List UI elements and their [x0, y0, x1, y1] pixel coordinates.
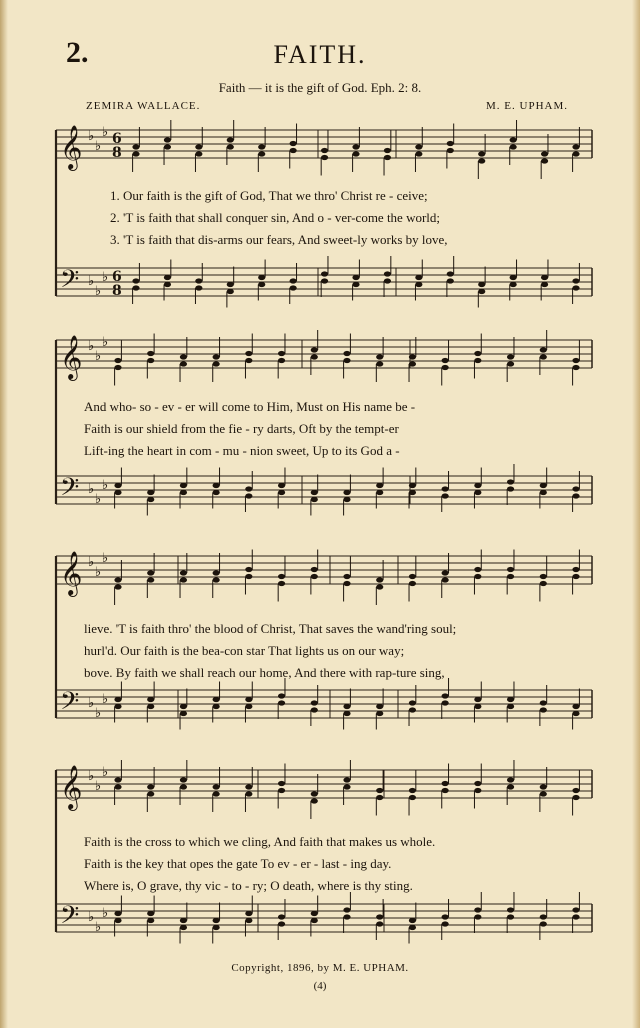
key-signature-flat: ♭	[95, 920, 102, 935]
note-head	[213, 697, 220, 702]
key-signature-flat: ♭	[102, 478, 109, 493]
note-head	[572, 711, 579, 716]
lyric-line-verse-1: And who- so - ev - er will come to Him, Must on His name be -	[84, 399, 416, 414]
note-head	[213, 791, 220, 796]
note-head	[311, 700, 318, 705]
note-head	[180, 354, 187, 359]
note-head	[409, 490, 416, 495]
note-head	[384, 155, 391, 160]
note-head	[321, 148, 328, 153]
note-head	[132, 151, 139, 156]
note-head	[447, 148, 454, 153]
note-head	[478, 158, 485, 163]
treble-clef: 𝄞	[60, 551, 83, 595]
note-head	[180, 483, 187, 488]
note-head	[540, 581, 547, 586]
note-head	[278, 574, 285, 579]
note-head	[311, 490, 318, 495]
note-head	[409, 354, 416, 359]
note-head	[311, 911, 318, 916]
note-head	[147, 490, 154, 495]
note-head	[507, 784, 514, 789]
note-head	[343, 490, 350, 495]
note-head	[245, 358, 252, 363]
note-head	[147, 918, 154, 923]
note-head	[474, 788, 481, 793]
note-head	[213, 925, 220, 930]
note-head	[180, 918, 187, 923]
note-head	[507, 574, 514, 579]
note-head	[376, 354, 383, 359]
note-head	[278, 490, 285, 495]
note-head	[409, 788, 416, 793]
note-head	[478, 151, 485, 156]
note-head	[572, 365, 579, 370]
note-head	[540, 784, 547, 789]
hymn-number: 2.	[66, 36, 89, 69]
note-head	[180, 704, 187, 709]
note-head	[311, 707, 318, 712]
note-head	[164, 137, 171, 142]
note-head	[114, 911, 121, 916]
note-head	[376, 577, 383, 582]
note-head	[507, 479, 514, 484]
time-signature-bottom: 8	[112, 283, 122, 299]
note-head	[507, 914, 514, 919]
note-head	[227, 282, 234, 287]
note-head	[311, 574, 318, 579]
note-head	[415, 275, 422, 280]
lyric-line-verse-2: Faith is the key that opes the gate To ev - er - last - ing day.	[84, 856, 392, 871]
note-head	[474, 351, 481, 356]
note-head	[442, 788, 449, 793]
treble-clef: 𝄞	[60, 765, 83, 809]
key-signature-flat: ♭	[102, 270, 109, 285]
time-signature-top: 6	[112, 131, 122, 147]
key-signature-flat: ♭	[102, 765, 109, 780]
note-head	[278, 693, 285, 698]
note-head	[227, 137, 234, 142]
lyric-line-verse-2: 2. 'T is faith that shall conquer sin, And o - ver-come the world;	[110, 210, 441, 225]
note-head	[474, 574, 481, 579]
note-head	[311, 918, 318, 923]
note-head	[540, 921, 547, 926]
note-head	[245, 351, 252, 356]
key-signature-flat: ♭	[102, 335, 109, 350]
note-head	[245, 784, 252, 789]
note-head	[180, 570, 187, 575]
note-head	[245, 574, 252, 579]
note-head	[409, 700, 416, 705]
note-head	[540, 347, 547, 352]
note-head	[572, 574, 579, 579]
note-head	[442, 781, 449, 786]
note-head	[572, 151, 579, 156]
key-signature-flat: ♭	[102, 692, 109, 707]
note-head	[507, 361, 514, 366]
note-head	[409, 707, 416, 712]
note-head	[442, 358, 449, 363]
note-head	[258, 275, 265, 280]
note-head	[245, 567, 252, 572]
note-head	[442, 693, 449, 698]
key-signature-flat: ♭	[102, 125, 109, 140]
note-head	[195, 278, 202, 283]
note-head	[227, 289, 234, 294]
note-head	[376, 795, 383, 800]
note-head	[343, 784, 350, 789]
lyricist-name: ZEMIRA WALLACE.	[86, 100, 201, 112]
key-signature-flat: ♭	[95, 565, 102, 580]
note-head	[114, 584, 121, 589]
key-signature-flat: ♭	[88, 555, 95, 570]
note-head	[321, 278, 328, 283]
note-head	[474, 483, 481, 488]
note-head	[415, 144, 422, 149]
hymn-title: FAITH.	[273, 40, 367, 69]
note-head	[507, 697, 514, 702]
note-head	[572, 358, 579, 363]
note-head	[442, 365, 449, 370]
note-head	[180, 777, 187, 782]
note-head	[245, 493, 252, 498]
key-signature-flat: ♭	[95, 349, 102, 364]
lyric-line-verse-3: Lift-ing the heart in com - mu - nion sweet, Up to its God a -	[84, 443, 400, 458]
note-head	[278, 483, 285, 488]
key-signature-flat: ♭	[95, 779, 102, 794]
note-head	[311, 791, 318, 796]
note-head	[572, 907, 579, 912]
note-head	[147, 570, 154, 575]
note-head	[572, 788, 579, 793]
note-head	[352, 144, 359, 149]
note-head	[311, 497, 318, 502]
note-head	[474, 490, 481, 495]
note-head	[290, 278, 297, 283]
note-head	[213, 570, 220, 575]
note-head	[376, 490, 383, 495]
time-signature-top: 6	[112, 269, 122, 285]
note-head	[180, 925, 187, 930]
note-head	[278, 700, 285, 705]
composer-name: M. E. UPHAM.	[486, 100, 568, 112]
bass-clef: 𝄢	[60, 901, 80, 936]
note-head	[572, 795, 579, 800]
note-head	[384, 278, 391, 283]
note-head	[132, 278, 139, 283]
note-head	[343, 711, 350, 716]
note-head	[540, 483, 547, 488]
note-head	[415, 282, 422, 287]
note-head	[278, 788, 285, 793]
note-head	[213, 918, 220, 923]
note-head	[180, 577, 187, 582]
key-signature-flat: ♭	[88, 696, 95, 711]
lyric-line-verse-1: 1. Our faith is the gift of God, That we thro' Christ re - ceive;	[110, 188, 428, 203]
note-head	[245, 486, 252, 491]
note-head	[474, 704, 481, 709]
bass-clef: 𝄢	[60, 687, 80, 722]
note-head	[114, 697, 121, 702]
note-head	[343, 777, 350, 782]
note-head	[352, 282, 359, 287]
note-head	[147, 784, 154, 789]
note-head	[447, 141, 454, 146]
note-head	[507, 567, 514, 572]
note-head	[541, 282, 548, 287]
key-signature-flat: ♭	[95, 284, 102, 299]
note-head	[442, 577, 449, 582]
note-head	[114, 918, 121, 923]
note-head	[311, 347, 318, 352]
lyric-line-verse-3: Where is, O grave, thy vic - to - ry; O death, where is thy sting.	[84, 878, 413, 893]
note-head	[572, 278, 579, 283]
note-head	[474, 567, 481, 572]
note-head	[442, 493, 449, 498]
note-head	[376, 584, 383, 589]
note-head	[572, 704, 579, 709]
note-head	[245, 704, 252, 709]
note-head	[343, 358, 350, 363]
key-signature-flat: ♭	[95, 706, 102, 721]
note-head	[507, 777, 514, 782]
note-head	[290, 148, 297, 153]
note-head	[227, 144, 234, 149]
note-head	[352, 151, 359, 156]
note-head	[409, 918, 416, 923]
note-head	[258, 151, 265, 156]
key-signature-flat: ♭	[88, 910, 95, 925]
note-head	[540, 791, 547, 796]
note-head	[147, 351, 154, 356]
scripture-reference: Faith — it is the gift of God. Eph. 2: 8.	[218, 80, 422, 95]
note-head	[278, 358, 285, 363]
note-head	[147, 358, 154, 363]
note-head	[147, 577, 154, 582]
note-head	[132, 285, 139, 290]
note-head	[114, 777, 121, 782]
treble-clef: 𝄞	[60, 335, 83, 379]
note-head	[376, 483, 383, 488]
note-head	[478, 282, 485, 287]
note-head	[213, 483, 220, 488]
note-head	[541, 151, 548, 156]
lyric-line-verse-2: hurl'd. Our faith is the bea-con star That lights us on our way;	[84, 643, 405, 658]
note-head	[164, 144, 171, 149]
note-head	[343, 581, 350, 586]
key-signature-flat: ♭	[88, 129, 95, 144]
note-head	[213, 704, 220, 709]
note-head	[147, 697, 154, 702]
note-head	[147, 791, 154, 796]
note-head	[278, 581, 285, 586]
time-signature-bottom: 8	[112, 145, 122, 161]
note-head	[278, 781, 285, 786]
note-head	[114, 358, 121, 363]
note-head	[376, 361, 383, 366]
note-head	[409, 795, 416, 800]
note-head	[376, 921, 383, 926]
note-head	[474, 358, 481, 363]
note-head	[321, 155, 328, 160]
note-head	[409, 925, 416, 930]
key-signature-flat: ♭	[88, 339, 95, 354]
note-head	[409, 483, 416, 488]
note-head	[442, 570, 449, 575]
note-head	[213, 784, 220, 789]
note-head	[213, 577, 220, 582]
note-head	[213, 354, 220, 359]
note-head	[114, 704, 121, 709]
note-head	[213, 361, 220, 366]
note-head	[343, 351, 350, 356]
key-signature-flat: ♭	[95, 139, 102, 154]
note-head	[540, 490, 547, 495]
key-signature-flat: ♭	[88, 274, 95, 289]
note-head	[343, 907, 350, 912]
note-head	[180, 490, 187, 495]
note-head	[572, 567, 579, 572]
note-head	[114, 490, 121, 495]
lyric-line-verse-2: Faith is our shield from the fie - ry darts, Oft by the tempt-er	[84, 421, 399, 436]
lyric-line-verse-1: Faith is the cross to which we cling, And faith that makes us whole.	[84, 834, 436, 849]
note-head	[213, 490, 220, 495]
note-head	[195, 144, 202, 149]
note-head	[507, 907, 514, 912]
note-head	[474, 907, 481, 912]
note-head	[384, 271, 391, 276]
note-head	[572, 493, 579, 498]
note-head	[245, 697, 252, 702]
page-number: (4)	[313, 980, 327, 992]
note-head	[376, 704, 383, 709]
note-head	[447, 278, 454, 283]
note-head	[180, 711, 187, 716]
treble-clef: 𝄞	[60, 125, 83, 169]
note-head	[384, 148, 391, 153]
note-head	[343, 914, 350, 919]
note-head	[540, 914, 547, 919]
note-head	[376, 711, 383, 716]
note-head	[164, 275, 171, 280]
note-head	[510, 282, 517, 287]
note-head	[474, 697, 481, 702]
bass-clef: 𝄢	[60, 473, 80, 508]
note-head	[442, 921, 449, 926]
note-head	[572, 486, 579, 491]
note-head	[180, 784, 187, 789]
note-head	[409, 361, 416, 366]
note-head	[572, 285, 579, 290]
note-head	[114, 483, 121, 488]
note-head	[195, 151, 202, 156]
note-head	[180, 361, 187, 366]
note-head	[343, 704, 350, 709]
note-head	[258, 282, 265, 287]
copyright-notice: Copyright, 1896, by M. E. UPHAM.	[231, 962, 409, 974]
note-head	[164, 282, 171, 287]
note-head	[278, 351, 285, 356]
note-head	[321, 271, 328, 276]
note-head	[409, 574, 416, 579]
note-head	[245, 918, 252, 923]
note-head	[474, 781, 481, 786]
note-head	[442, 486, 449, 491]
note-head	[409, 581, 416, 586]
note-head	[114, 365, 121, 370]
note-head	[311, 567, 318, 572]
note-head	[290, 141, 297, 146]
note-head	[376, 788, 383, 793]
note-head	[352, 275, 359, 280]
note-head	[540, 354, 547, 359]
lyric-line-verse-3: bove. By faith we shall reach our home, And there with rap-ture sing,	[84, 665, 445, 680]
note-head	[258, 144, 265, 149]
note-head	[343, 497, 350, 502]
note-head	[540, 700, 547, 705]
note-head	[507, 486, 514, 491]
note-head	[507, 704, 514, 709]
note-head	[147, 497, 154, 502]
note-head	[278, 914, 285, 919]
note-head	[311, 354, 318, 359]
lyric-line-verse-3: 3. 'T is faith that dis-arms our fears, And sweet-ly works by love,	[110, 232, 448, 247]
key-signature-flat: ♭	[102, 906, 109, 921]
note-head	[510, 275, 517, 280]
note-head	[290, 285, 297, 290]
note-head	[442, 700, 449, 705]
note-head	[442, 914, 449, 919]
note-head	[541, 275, 548, 280]
note-head	[447, 271, 454, 276]
key-signature-flat: ♭	[88, 769, 95, 784]
note-head	[572, 914, 579, 919]
note-head	[572, 144, 579, 149]
note-head	[510, 144, 517, 149]
lyric-line-verse-1: lieve. 'T is faith thro' the blood of Christ, That saves the wand'ring soul;	[84, 621, 457, 636]
note-head	[278, 921, 285, 926]
note-head	[474, 914, 481, 919]
note-head	[147, 704, 154, 709]
note-head	[510, 137, 517, 142]
note-head	[343, 574, 350, 579]
note-head	[114, 784, 121, 789]
note-head	[540, 707, 547, 712]
note-head	[376, 914, 383, 919]
note-head	[540, 574, 547, 579]
note-head	[114, 577, 121, 582]
note-head	[541, 158, 548, 163]
key-signature-flat: ♭	[95, 492, 102, 507]
note-head	[195, 285, 202, 290]
key-signature-flat: ♭	[88, 482, 95, 497]
note-head	[245, 911, 252, 916]
note-head	[147, 911, 154, 916]
key-signature-flat: ♭	[102, 551, 109, 566]
note-head	[311, 798, 318, 803]
note-head	[507, 354, 514, 359]
note-head	[415, 151, 422, 156]
note-head	[132, 144, 139, 149]
note-head	[478, 289, 485, 294]
note-head	[245, 791, 252, 796]
bass-clef: 𝄢	[60, 265, 80, 300]
